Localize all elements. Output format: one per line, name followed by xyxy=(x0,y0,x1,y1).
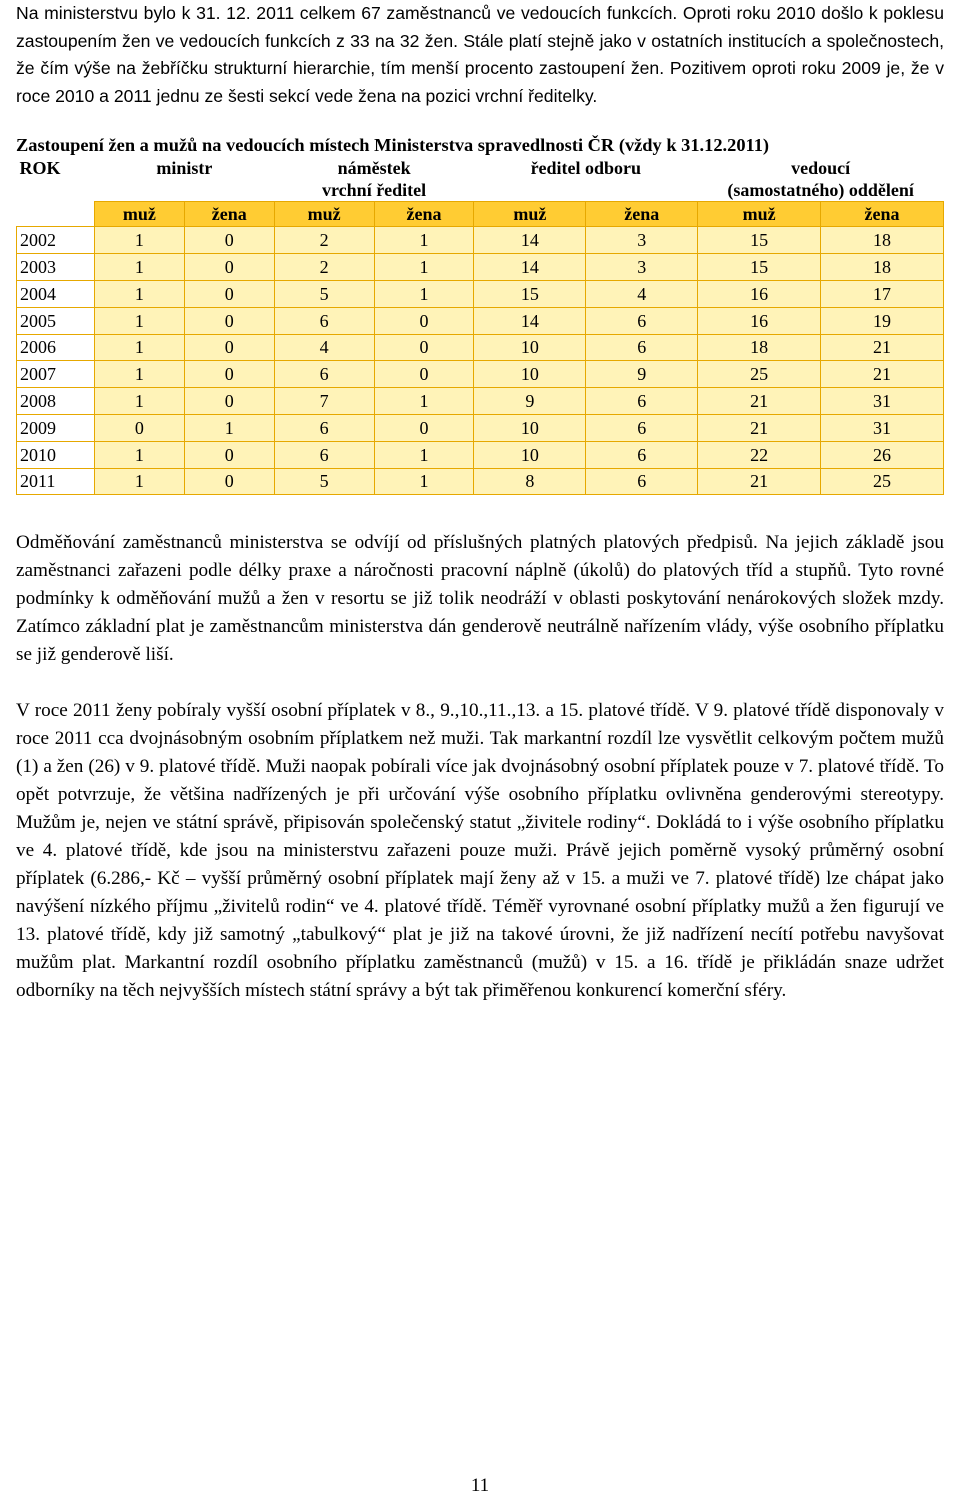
table-cell: 1 xyxy=(94,388,184,415)
leadership-table xyxy=(16,157,944,495)
table-cell-year: 2009 xyxy=(17,414,95,441)
table-cell: 1 xyxy=(94,227,184,254)
paragraph-personal-bonus: V roce 2011 ženy pobíraly vyšší osobní příplatek v 8., 9.,10.,11.,13. a 15. platové třídě. V 9. platové třídě disponovaly v roce 2011 cca dvojnásobným osobním příplatkem než muži. Tak markantní rozdíl lze vysvětlit celkovým počtem mužů (1) a žen (26) v 9. platové třídě. Muži naopak pobírali více jak dvojnásobný osobní příplatek pouze v 7. platové třídě. To opět potvrzuje, že většina nadřízených je při určování výše osobního příplatku ovlivněna genderovými stereotypy. Mužům je, nejen ve státní správě, připisován společenský statut „živitele rodiny“. Dokládá to i výše osobního příplatku ve 4. platové třídě, kde jsou na ministerstvu zařazeni pouze muži. Právě jejich poměrně vysoký průměrný osobní příplatek (6.286,- Kč – vyšší průměrný osobní příplatek mají ženy až v 15. a muži ve 7. platové třídě) lze chápat jako navýšení nízkého příjmu „živitelů rodin“ ve 4. platové třídě. Téměř vyrovnané osobní příplatky mužů a žen figurují ve 13. platové třídě, kdy již samotný „tabulkový“ plat je již na takové úrovni, že již nadřízení necítí potřebu navyšovat mužům plat. Markantní rozdíl osobního příplatku zaměstnanců (mužů) v 15. a 16. třídě je přikládán snaze udržet odborníky na těch nejvyšších místech státní správy a být tak přiměřenou konkurencí komerční sféry. xyxy=(16,700,944,1002)
table-cell: 1 xyxy=(374,441,474,468)
table-cell: 21 xyxy=(698,468,821,495)
table-subheader-row xyxy=(17,202,944,227)
table-cell: 1 xyxy=(184,414,274,441)
table-cell: 3 xyxy=(586,227,698,254)
table-cell: 0 xyxy=(184,334,274,361)
table-cell: 1 xyxy=(94,307,184,334)
subheader-cell: muž xyxy=(274,202,374,227)
table-cell: 18 xyxy=(821,254,944,281)
header-namestek xyxy=(274,157,474,202)
subheader-cell: žena xyxy=(184,202,274,227)
header-vedouci-line1: vedoucí xyxy=(791,158,851,179)
header-reditel-odboru: ředitel odboru xyxy=(530,158,642,179)
table-cell: 5 xyxy=(274,280,374,307)
table-row xyxy=(17,280,944,307)
table-cell: 2 xyxy=(274,254,374,281)
table-cell-year: 2006 xyxy=(17,334,95,361)
table-cell: 9 xyxy=(586,361,698,388)
table-row xyxy=(17,361,944,388)
table-cell: 6 xyxy=(586,468,698,495)
table-cell: 15 xyxy=(698,227,821,254)
table-cell: 6 xyxy=(586,441,698,468)
table-cell-year: 2002 xyxy=(17,227,95,254)
table-cell: 18 xyxy=(821,227,944,254)
table-cell: 6 xyxy=(274,361,374,388)
table-cell: 6 xyxy=(274,441,374,468)
table-cell: 25 xyxy=(698,361,821,388)
subheader-cell: žena xyxy=(586,202,698,227)
table-cell: 0 xyxy=(184,307,274,334)
table-cell-year: 2003 xyxy=(17,254,95,281)
table-cell: 4 xyxy=(274,334,374,361)
table-cell: 1 xyxy=(374,227,474,254)
table-cell: 19 xyxy=(821,307,944,334)
table-cell: 10 xyxy=(474,441,586,468)
table-cell: 1 xyxy=(374,280,474,307)
intro-paragraph: Na ministerstvu bylo k 31. 12. 2011 celkem 67 zaměstnanců ve vedoucích funkcích. Oproti roku 2010 došlo k poklesu zastoupením žen ve vedoucích funkcích z 33 na 32 žen. Stále platí stejně jako v ostatních institucích a společnostech, že čím výše na žebříčku strukturní hierarchie, tím menší procento zastoupení žen. Pozitivem oproti roku 2009 je, že v roce 2010 a 2011 jednu ze šesti sekcí vede žena na pozici vrchní ředitelky. xyxy=(16,3,944,106)
header-rok: ROK xyxy=(19,158,61,179)
table-cell: 5 xyxy=(274,468,374,495)
table-cell: 1 xyxy=(374,468,474,495)
table-cell: 16 xyxy=(698,307,821,334)
table-cell: 6 xyxy=(586,307,698,334)
header-namestek-line1: náměstek xyxy=(337,158,411,179)
table-cell: 1 xyxy=(94,334,184,361)
table-cell: 0 xyxy=(184,361,274,388)
table-body xyxy=(17,227,944,495)
table-cell-year: 2011 xyxy=(17,468,95,495)
table-cell-year: 2004 xyxy=(17,280,95,307)
table-cell: 2 xyxy=(274,227,374,254)
table-row xyxy=(17,441,944,468)
table-cell: 6 xyxy=(586,388,698,415)
subheader-cell: žena xyxy=(374,202,474,227)
table-cell: 26 xyxy=(821,441,944,468)
table-cell: 18 xyxy=(698,334,821,361)
table-header-row xyxy=(17,157,944,202)
table-cell: 7 xyxy=(274,388,374,415)
table-row xyxy=(17,388,944,415)
table-cell: 6 xyxy=(274,414,374,441)
table-row xyxy=(17,254,944,281)
table-cell: 0 xyxy=(374,334,474,361)
paragraph-remuneration: Odměňování zaměstnanců ministerstva se odvíjí od příslušných platných platových předpisů. Na jejich základě jsou zaměstnanci zařazeni podle délky praxe a náročnosti pracovní náplně (úkolů) do platových tříd a stupňů. Tyto rovné podmínky k odměňování mužů a žen v resortu se již tolik neodráží v oblasti poskytování nenárokových složek mzdy. Zatímco základní plat je zaměstnancům ministerstva dán genderově neutrálně nařízením vlády, výše osobního příplatku se již genderově liší. xyxy=(16,532,944,666)
table-cell: 17 xyxy=(821,280,944,307)
document-page xyxy=(16,0,944,1005)
table-cell: 1 xyxy=(374,388,474,415)
table-cell: 21 xyxy=(698,388,821,415)
table-cell: 8 xyxy=(474,468,586,495)
table-cell: 15 xyxy=(474,280,586,307)
table-cell: 14 xyxy=(474,227,586,254)
table-cell-year: 2008 xyxy=(17,388,95,415)
table-cell: 21 xyxy=(698,414,821,441)
table-cell: 0 xyxy=(184,441,274,468)
header-vedouci-line2: (samostatného) oddělení xyxy=(727,180,914,201)
table-cell: 14 xyxy=(474,254,586,281)
table-cell: 14 xyxy=(474,307,586,334)
page-number: 11 xyxy=(470,1475,490,1496)
table-cell: 0 xyxy=(374,307,474,334)
subheader-blank xyxy=(17,202,95,227)
subheader-cell: muž xyxy=(698,202,821,227)
table-cell-year: 2010 xyxy=(17,441,95,468)
table-cell: 1 xyxy=(94,441,184,468)
table-cell: 1 xyxy=(94,254,184,281)
table-cell: 9 xyxy=(474,388,586,415)
table-cell: 0 xyxy=(374,361,474,388)
table-cell: 0 xyxy=(94,414,184,441)
table-cell: 1 xyxy=(94,468,184,495)
header-vedouci xyxy=(698,157,944,202)
subheader-cell: žena xyxy=(821,202,944,227)
table-cell: 21 xyxy=(821,334,944,361)
table-row xyxy=(17,414,944,441)
table-cell-year: 2005 xyxy=(17,307,95,334)
table-cell: 6 xyxy=(274,307,374,334)
table-cell: 21 xyxy=(821,361,944,388)
table-cell: 0 xyxy=(184,227,274,254)
header-ministr: ministr xyxy=(156,158,213,179)
table-cell: 1 xyxy=(374,254,474,281)
table-cell: 0 xyxy=(184,468,274,495)
table-row xyxy=(17,227,944,254)
subheader-cell: muž xyxy=(94,202,184,227)
table-row xyxy=(17,334,944,361)
table-row xyxy=(17,468,944,495)
table-cell: 22 xyxy=(698,441,821,468)
table-cell: 4 xyxy=(586,280,698,307)
table-cell: 1 xyxy=(94,361,184,388)
table-cell: 31 xyxy=(821,388,944,415)
table-cell: 1 xyxy=(94,280,184,307)
table-cell: 10 xyxy=(474,414,586,441)
table-title: Zastoupení žen a mužů na vedoucích místech Ministerstva spravedlnosti ČR (vždy k 31.12.2011) xyxy=(16,135,770,156)
table-cell: 10 xyxy=(474,334,586,361)
table-cell: 0 xyxy=(374,414,474,441)
table-cell: 10 xyxy=(474,361,586,388)
table-cell: 31 xyxy=(821,414,944,441)
table-cell: 0 xyxy=(184,280,274,307)
table-cell-year: 2007 xyxy=(17,361,95,388)
header-namestek-line2: vrchní ředitel xyxy=(322,180,427,201)
table-cell: 6 xyxy=(586,334,698,361)
table-cell: 15 xyxy=(698,254,821,281)
subheader-cell: muž xyxy=(474,202,586,227)
table-cell: 0 xyxy=(184,388,274,415)
table-cell: 6 xyxy=(586,414,698,441)
table-cell: 0 xyxy=(184,254,274,281)
table-cell: 25 xyxy=(821,468,944,495)
table-cell: 3 xyxy=(586,254,698,281)
table-row xyxy=(17,307,944,334)
table-cell: 16 xyxy=(698,280,821,307)
